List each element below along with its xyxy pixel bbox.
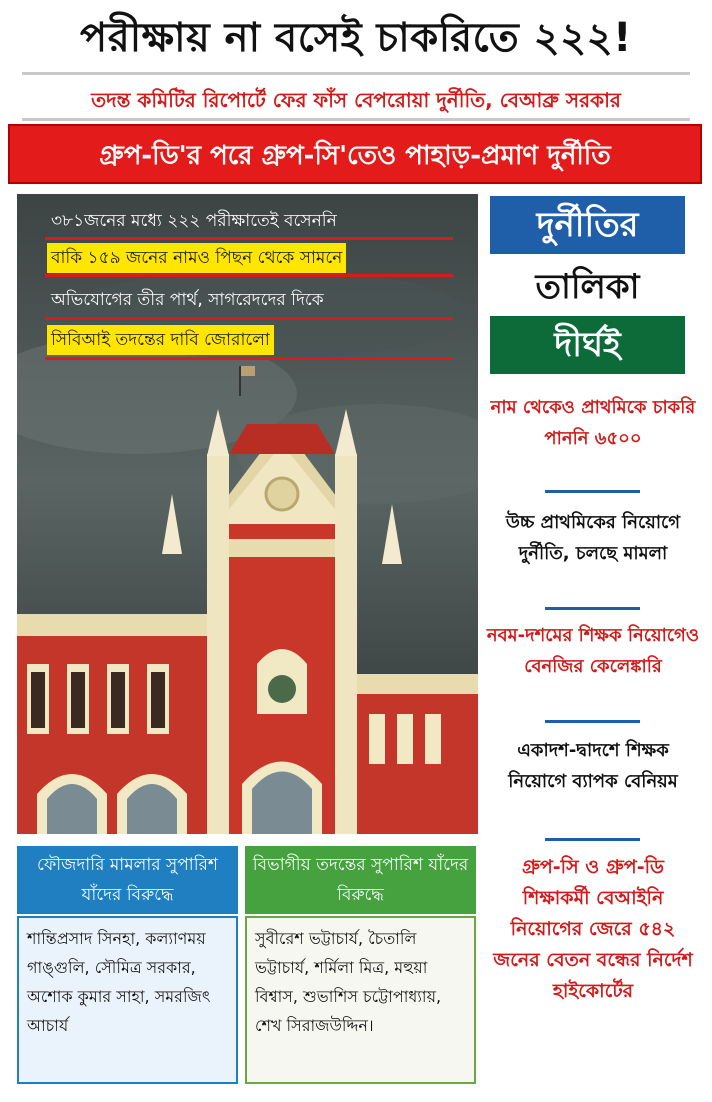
side-item-divider [545,490,640,493]
departmental-inquiry-box [245,846,476,1084]
photo-caption-3: অভিযোগের তীর পার্থ, সাগরেদদের দিকে [51,290,324,310]
headline-divider [22,72,690,75]
tag-corruption: দুর্নীতির [490,196,685,254]
side-item-nine-ten: নবম-দশমের শিক্ষক নিয়োগেও বেনজির কেলেঙ্কারি [486,625,700,677]
side-item-divider [545,607,640,610]
subheadline: তদন্ত কমিটির রিপোর্টে ফের ফাঁস বেপরোয়া দুর্নীতি, বেআব্রু সরকার [91,88,621,112]
side-item-upper-primary: উচ্চ প্রাথমিকের নিয়োগে দুর্নীতি, চলছে মামলা [505,512,681,564]
caption-underline [45,317,453,320]
page-headline: পরীক্ষায় না বসেই চাকরিতে ২২২! [80,15,632,61]
side-item-eleven-twelve: একাদশ-দ্বাদশে শিক্ষক নিয়োগে ব্যাপক বেনিয়ম [508,740,678,792]
side-item-divider [545,720,640,723]
departmental-inquiry-names: সুবীরেশ ভট্টাচার্য, চৈতালি ভট্টাচার্য, শর্মিলা মিত্র, মহুয়া বিশ্বাস, শুভাশিস চট্টোপাধ্যায়, শেখ সিরাজউদ্দিন। [245,916,476,1084]
caption-underline [45,357,453,360]
subheadline-divider [22,118,690,121]
photo-caption-2: বাকি ১৫৯ জনের নামও পিছন থেকে সামনে [47,243,346,273]
departmental-inquiry-heading: বিভাগীয় তদন্তের সুপারিশ যাঁদের বিরুদ্ধে [245,846,476,914]
high-court-photo [17,194,478,834]
photo-caption-4: সিবিআই তদন্তের দাবি জোরালো [47,325,274,355]
criminal-case-box [17,846,238,1084]
side-item-primary: নাম থেকেও প্রাথমিকে চাকরি পাননি ৬৫০০ [490,397,696,449]
criminal-case-names: শান্তিপ্রসাদ সিনহা, কল্যাণময় গাঙ্গুলি, সৌমিত্র সরকার, অশোক কুমার সাহা, সমরজিৎ আচার্য [17,916,238,1084]
criminal-case-heading: ফৌজদারি মামলার সুপারিশ যাঁদের বিরুদ্ধে [17,846,238,914]
high-court-order-note: গ্রুপ-সি ও গ্রুপ-ডি শিক্ষাকর্মী বেআইনি নিয়োগের জেরে ৫৪২ জনের বেতন বন্ধের নির্দেশ হাইকোর্টের [493,856,693,1002]
tag-long: দীর্ঘই [490,316,685,374]
caption-underline [45,237,453,240]
photo-caption-1: ৩৮১জনের মধ্যে ২২২ পরীক্ষাতেই বসেননি [51,211,337,231]
side-item-divider [545,838,640,841]
banner-strip: গ্রুপ-ডি'র পরে গ্রুপ-সি'তেও পাহাড়-প্রমাণ দুর্নীতি [8,124,702,184]
caption-underline [45,274,453,277]
tag-list: তালিকা [535,267,640,307]
